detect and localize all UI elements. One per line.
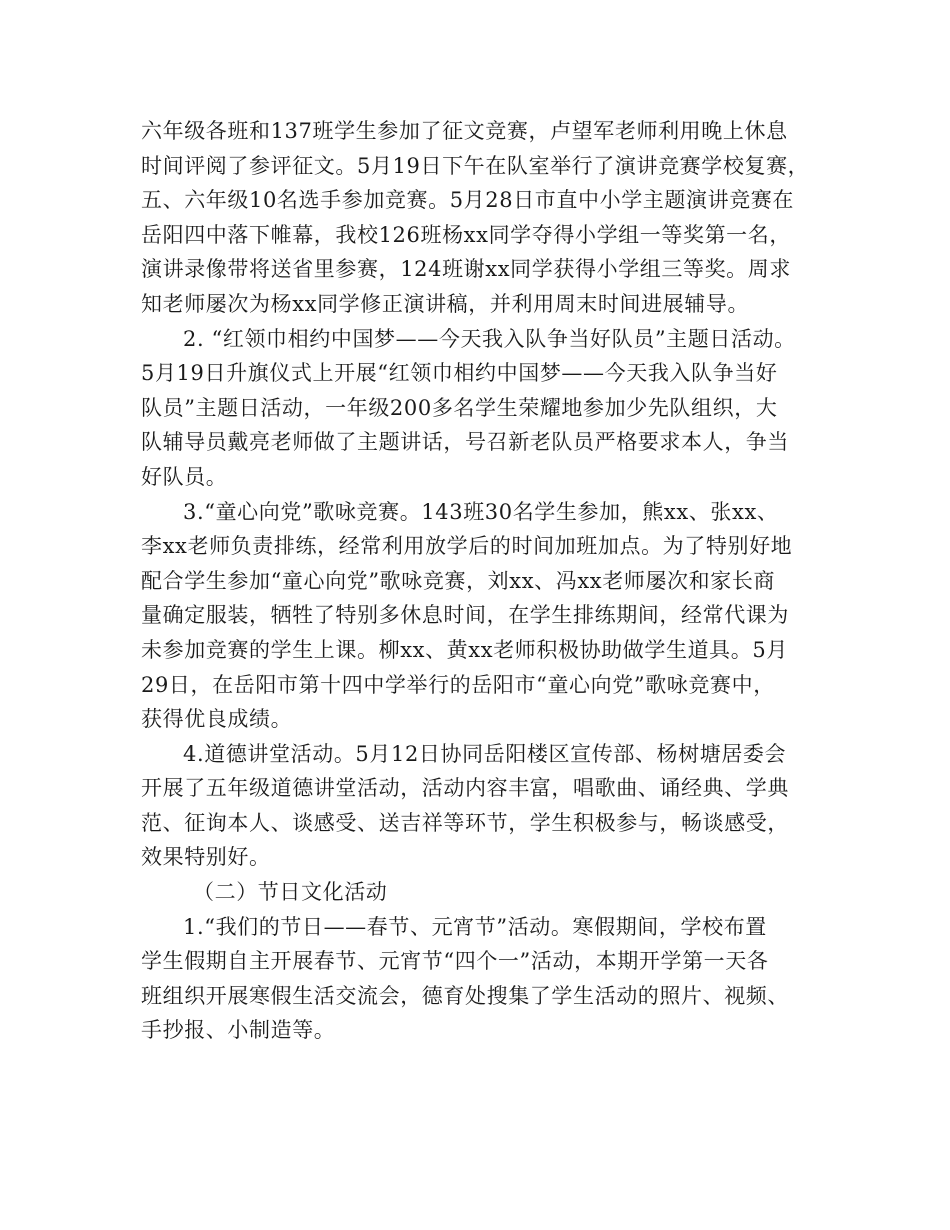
text-line: 时间评阅了参评征文。5月19日下午在队室举行了演讲竞赛学校复赛， bbox=[141, 153, 810, 178]
text-line: 配合学生参加“童心向党”歌咏竞赛，刘xx、冯xx老师屡次和家长商 bbox=[141, 568, 776, 593]
text-line: 1.“我们的节日——春节、元宵节”活动。寒假期间，学校布置 bbox=[183, 914, 767, 939]
text-line: 未参加竞赛的学生上课。柳xx、黄xx老师积极协助做学生道具。5月 bbox=[141, 637, 788, 662]
text-line: 2. “红领巾相约中国梦——今天我入队争当好队员”主题日活动。 bbox=[183, 326, 796, 351]
text-line: 量确定服装，牺牲了特别多休息时间，在学生排练期间，经常代课为 bbox=[141, 603, 789, 628]
text-line: 好队员。 bbox=[141, 464, 228, 489]
text-line: 知老师屡次为杨xx同学修正演讲稿，并利用周末时间进展辅导。 bbox=[141, 291, 750, 316]
text-line: 获得优良成绩。 bbox=[141, 707, 293, 732]
text-line: 五、六年级10名选手参加竞赛。5月28日市直中小学主题演讲竞赛在 bbox=[141, 188, 795, 213]
text-line: 3.“童心向党”歌咏竞赛。143班30名学生参加，熊xx、张xx、 bbox=[183, 499, 779, 524]
text-line: 开展了五年级道德讲堂活动，活动内容丰富，唱歌曲、诵经典、学典 bbox=[141, 776, 789, 801]
text-line: 演讲录像带将送省里参赛，124班谢xx同学获得小学组三等奖。周求 bbox=[141, 257, 791, 282]
text-line: 队员”主题日活动，一年级200多名学生荣耀地参加少先队组织，大 bbox=[141, 395, 778, 420]
text-line: 李xx老师负责排练，经常利用放学后的时间加班加点。为了特别好地 bbox=[141, 534, 793, 559]
text-line: 班组织开展寒假生活交流会，德育处搜集了学生活动的照片、视频、 bbox=[141, 983, 789, 1008]
text-line: 学生假期自主开展春节、元宵节“四个一”活动，本期开学第一天各 bbox=[141, 949, 769, 974]
text-line: 29日，在岳阳市第十四中学举行的岳阳市“童心向党”歌咏竞赛中， bbox=[141, 672, 775, 697]
text-line: 4.道德讲堂活动。5月12日协同岳阳楼区宣传部、杨树塘居委会 bbox=[183, 741, 787, 766]
text-line: 手抄报、小制造等。 bbox=[141, 1018, 336, 1043]
text-line: 队辅导员戴亮老师做了主题讲话，号召新老队员严格要求本人，争当 bbox=[141, 430, 789, 455]
text-line: 范、征询本人、谈感受、送吉祥等环节，学生积极参与，畅谈感受， bbox=[141, 810, 789, 835]
document-body bbox=[141, 114, 816, 1048]
text-line: 效果特别好。 bbox=[141, 845, 271, 870]
text-line: 5月19日升旗仪式上开展“红领巾相约中国梦——今天我入队争当好 bbox=[141, 361, 778, 386]
text-line: 岳阳四中落下帷幕，我校126班杨xx同学夺得小学组一等奖第一名， bbox=[141, 222, 791, 247]
section-heading: （二）节日文化活动 bbox=[193, 880, 388, 905]
text-line: 六年级各班和137班学生参加了征文竞赛，卢望军老师利用晚上休息 bbox=[141, 119, 788, 143]
